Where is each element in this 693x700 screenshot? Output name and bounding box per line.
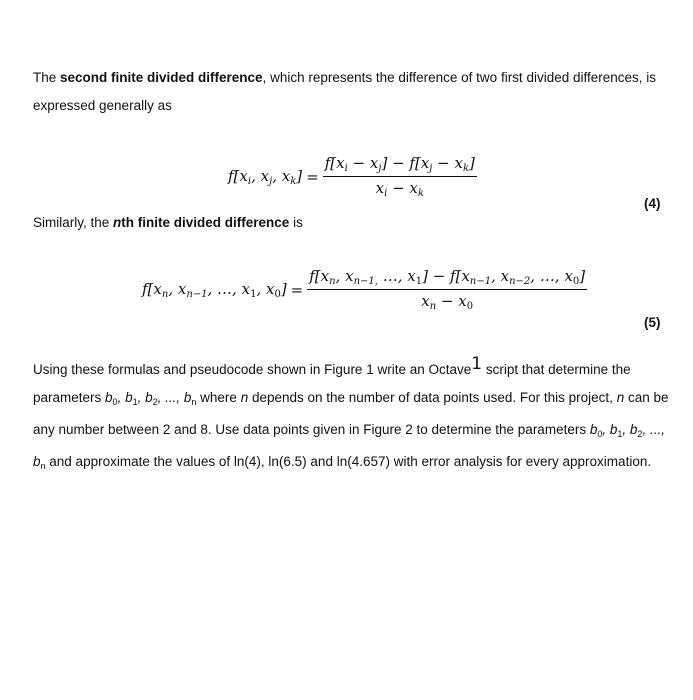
- parameters-list-1: $b_0$, $b_1$, $b_2$, ..., $b_n$: [105, 390, 197, 407]
- equation-5-number: (5): [644, 315, 661, 330]
- task-paragraph: Using these formulas and pseudocode shown in Figure 1 write an Octave$^1$ script that determine the parameters $b_0$, $b_1$, $b_2$, ..., $b_n$ where n depends on the number of data points used. For this project, n can be any number between 2 and 8. Use data points given in Figure 2 to determine the parameters $b_0$, $b_1$, $b_2$, ..., $b_n$ and approximate the values of ln(4), ln(6.5) and ln(4.657) with error analysis for every approximation.: [33, 354, 669, 471]
- intro-paragraph: The second finite divided difference, which represents the difference of two first divided differences, is expressed generally as: [33, 70, 657, 113]
- equation-4-number: (4): [644, 196, 661, 211]
- equation-4: $f[x_i$, $x_j$, $x_k$] = $\frac{f[x_i - x_j] - f[x_j - x_k]}{x_i - x_k}$: [228, 154, 475, 199]
- intro-bold-term: second finite divided difference: [60, 70, 263, 85]
- equation-5: $f[x_n$, $x_{n-1}$, …, $x_1$, $x_0$] = $\frac{f[x_n, x_{n-1,} \dots, x_1] - f[x_{n-1}, x_{n-2}, \dots, x_0]}{x_n - x_0}$: [142, 267, 586, 312]
- parameters-list-2: $b_0$, $b_1$, $b_2$, ..., $b_n$: [33, 422, 665, 471]
- nth-difference-intro: Similarly, the nth finite divided difference is: [33, 215, 303, 230]
- footnote-marker: 1: [471, 354, 483, 374]
